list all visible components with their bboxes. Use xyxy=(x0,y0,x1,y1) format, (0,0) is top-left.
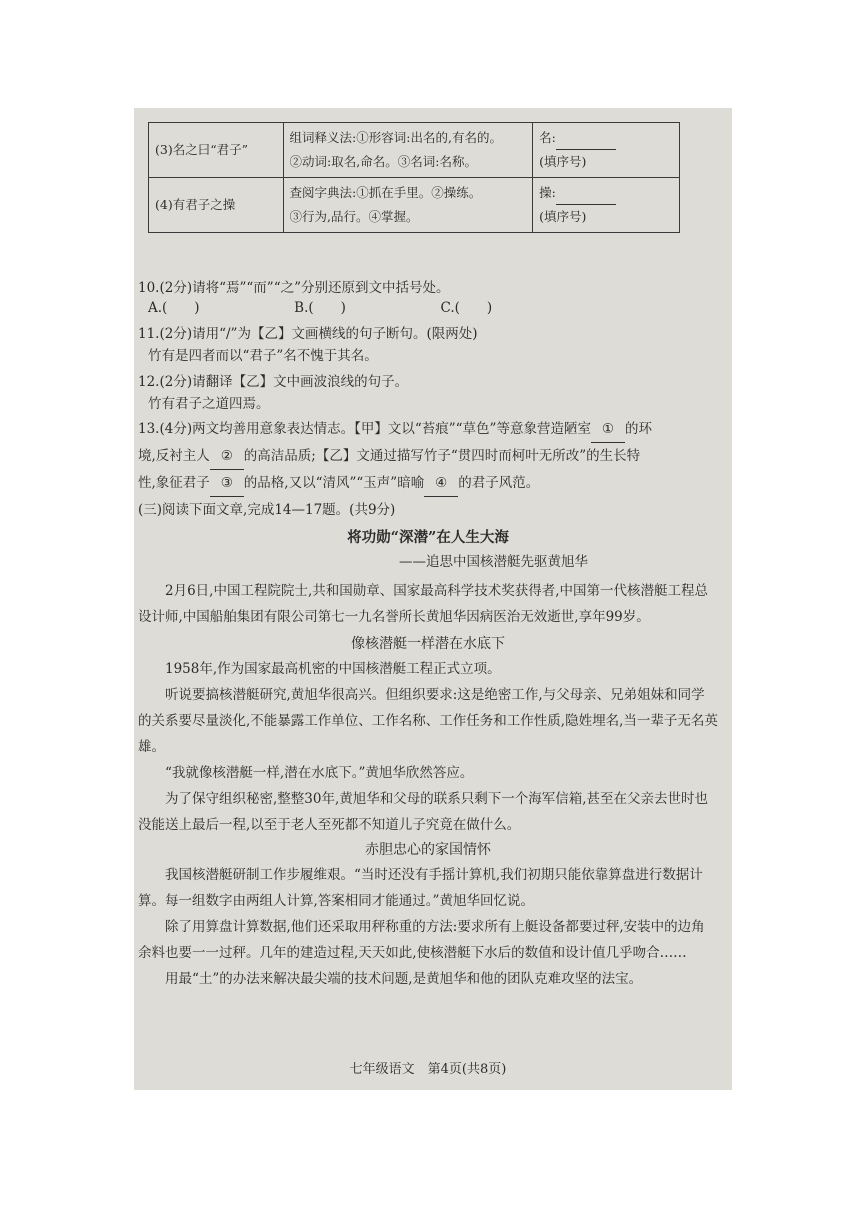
answer-blank[interactable] xyxy=(556,190,616,205)
answer-hint: (填序号) xyxy=(539,209,587,224)
blank-3[interactable]: ③ xyxy=(210,470,244,497)
article-title: 将功勋“深潜”在人生大海 xyxy=(347,529,509,546)
answer-field[interactable] xyxy=(539,181,673,205)
table-row xyxy=(149,123,680,178)
question-12 xyxy=(138,372,718,416)
article-subtitle: ——追思中国核潜艇先驱黄旭华 xyxy=(399,554,588,570)
exam-page xyxy=(134,108,732,1090)
option-a[interactable]: A.( ) xyxy=(148,300,200,316)
blank-1[interactable]: ① xyxy=(591,416,625,443)
question-10-text: 10.(2分)请将“焉”“而”“之”分别还原到文中括号处。 xyxy=(138,280,450,296)
section-3-heading: (三)阅读下面文章,完成14—17题。(共9分) xyxy=(138,502,396,518)
section-heading: 像核潜艇一样潜在水底下 xyxy=(351,636,505,652)
question-11-text: 11.(2分)请用“/”为【乙】文画横线的句子断句。(限两处) xyxy=(138,326,478,342)
answer-hint: (填序号) xyxy=(539,154,587,169)
method-line: ②动词:取名,命名。③名词:名称。 xyxy=(289,154,477,169)
vocabulary-table xyxy=(148,122,680,233)
article-paragraph: 听说要搞核潜艇研究,黄旭华很高兴。但组织要求:这是绝密工作,与父母亲、兄弟姐妹和同学的关系要尽量淡化,不能暴露工作单位、工作名称、工作任务和工作性质,隐姓埋名,当一辈子无名英雄。 xyxy=(138,687,718,755)
answer-field[interactable] xyxy=(539,126,673,150)
article-paragraph: 2月6日,中国工程院院士,共和国勋章、国家最高科学技术奖获得者,中国第一代核潜艇工程总设计师,中国船舶集团有限公司第七一九名誉所长黄旭华因病医治无效逝世,享年99岁。 xyxy=(138,583,709,625)
question-13 xyxy=(138,416,718,497)
table-cell-method xyxy=(283,123,533,178)
method-line: 查阅字典法:①抓在手里。②操练。 xyxy=(289,185,482,200)
article xyxy=(138,526,718,992)
article-paragraph: 用最“土”的办法来解决最尖端的技术问题,是黄旭华和他的团队克难攻坚的法宝。 xyxy=(165,971,643,987)
q13-text: 的君子风范。 xyxy=(458,475,540,491)
q13-text: 的环 xyxy=(624,421,652,437)
q13-text: 性,象征君子 xyxy=(138,475,210,491)
question-12-text: 12.(2分)请翻译【乙】文中画波浪线的句子。 xyxy=(138,374,409,390)
question-13-line2 xyxy=(138,443,718,470)
method-line: ③行为,品行。④掌握。 xyxy=(289,209,419,224)
table-cell-item: (3)名之曰“君子” xyxy=(149,123,284,178)
question-11-sentence: 竹有是四者而以“君子”名不愧于其名。 xyxy=(148,348,378,364)
q13-text: 境,反衬主人 xyxy=(138,448,210,464)
table-cell-method xyxy=(283,178,533,233)
table-row xyxy=(149,178,680,233)
article-paragraph: 为了保守组织秘密,整整30年,黄旭华和父母的联系只剩下一个海军信箱,甚至在父亲去世时也没能送上最后一程,以至于老人至死都不知道儿子究竟在做什么。 xyxy=(138,791,709,833)
article-paragraph: 我国核潜艇研制工作步履维艰。“当时还没有手摇计算机,我们初期只能依靠算盘进行数据计算。每一组数字由两组人计算,答案相同才能通过。”黄旭华回忆说。 xyxy=(138,867,703,909)
method-line: 组词释义法:①形容词:出名的,有名的。 xyxy=(289,130,502,145)
blank-2[interactable]: ② xyxy=(210,443,244,470)
article-paragraph: 1958年,作为国家最高机密的中国核潜艇工程正式立项。 xyxy=(165,661,501,677)
question-13-line1 xyxy=(138,416,718,443)
question-13-line3 xyxy=(138,470,718,497)
answer-label: 名: xyxy=(539,130,556,145)
q13-text: 的品格,又以“清风”“玉声”暗喻 xyxy=(243,475,425,491)
question-12-sentence: 竹有君子之道四焉。 xyxy=(148,396,270,412)
option-b[interactable]: B.( ) xyxy=(294,300,346,316)
page-footer: 七年级语文 第4页(共8页) xyxy=(349,1062,507,1077)
question-10-options xyxy=(138,298,718,318)
answer-blank[interactable] xyxy=(556,135,616,150)
answer-label: 操: xyxy=(539,185,556,200)
article-paragraph: “我就像核潜艇一样,潜在水底下。”黄旭华欣然答应。 xyxy=(165,765,474,781)
table-cell-answer xyxy=(533,123,680,178)
q13-text: 的高洁品质;【乙】文通过描写竹子“贯四时而柯叶无所改”的生长特 xyxy=(243,448,641,464)
option-c[interactable]: C.( ) xyxy=(440,300,493,316)
article-paragraph: 除了用算盘计算数据,他们还采取用秤称重的方法:要求所有上艇设备都要过秤,安装中的边角余料也要一一过秤。几年的建造过程,天天如此,使核潜艇下水后的数值和设计值几乎吻合…… xyxy=(138,919,705,961)
blank-4[interactable]: ④ xyxy=(424,470,458,497)
q13-text: 13.(4分)两文均善用意象表达情志。【甲】文以“苔痕”“草色”等意象营造陋室 xyxy=(138,421,591,437)
section-heading: 赤胆忠心的家国情怀 xyxy=(365,842,491,858)
question-10 xyxy=(138,278,718,318)
table-cell-item: (4)有君子之操 xyxy=(149,178,284,233)
table-cell-answer xyxy=(533,178,680,233)
question-11 xyxy=(138,324,718,368)
